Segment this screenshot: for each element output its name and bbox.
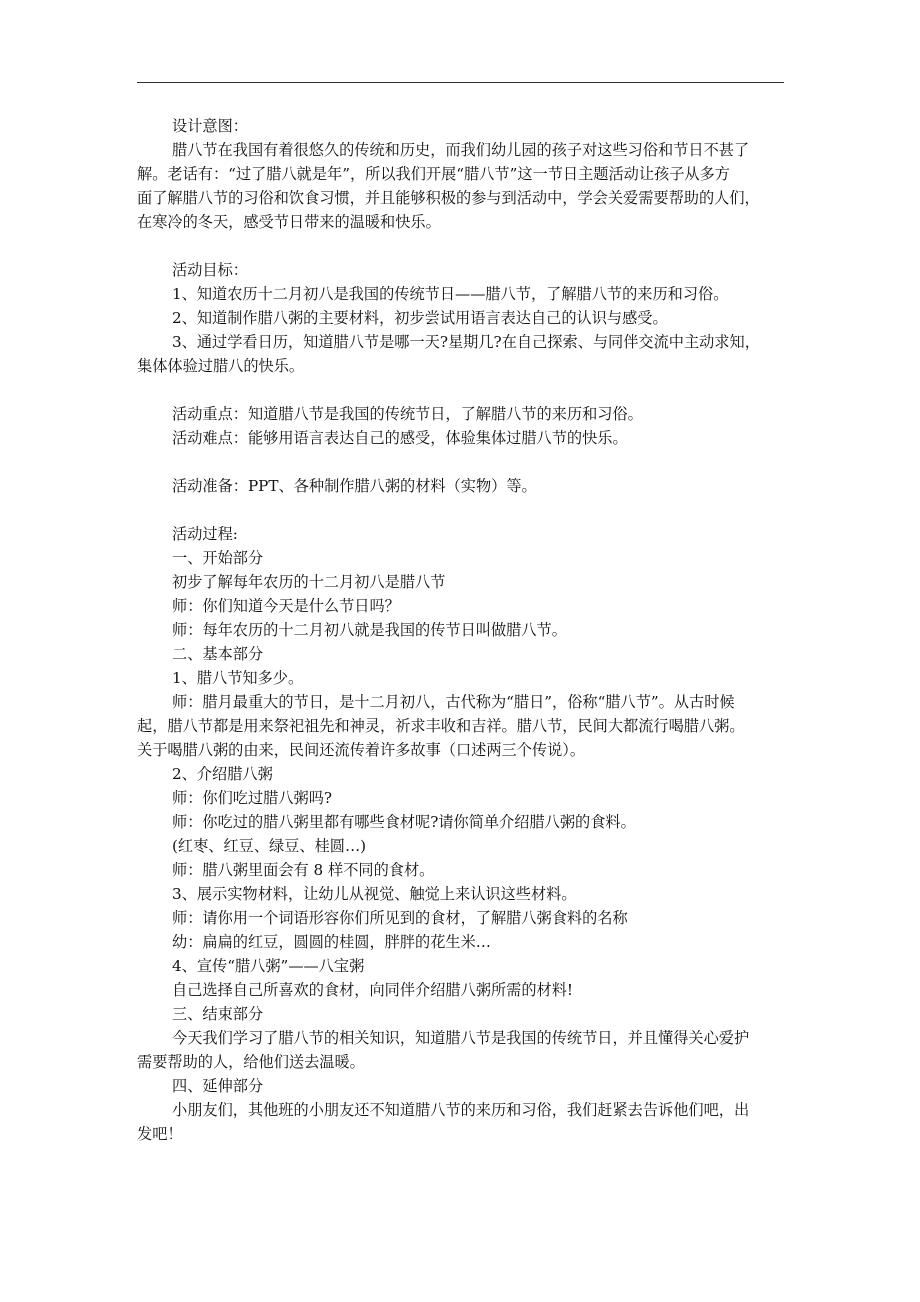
sub2-line-2: 师：你吃过的腊八粥里都有哪些食材呢?请你简单介绍腊八粥的食料。 bbox=[172, 813, 636, 831]
story-line-2: 起，腊八节都是用来祭祀祖先和神灵，祈求丰收和吉祥。腊八节，民间大都流行喝腊八粥。 bbox=[137, 717, 745, 735]
header-rule bbox=[137, 82, 784, 83]
part1-line-3: 师：每年农历的十二月初八就是我国的传节日叫做腊八节。 bbox=[172, 621, 567, 639]
story-line-3: 关于喝腊八粥的由来，民间还流传着许多故事（口述两三个传说）。 bbox=[137, 741, 586, 759]
sub2-line-4: 师：腊八粥里面会有 8 样不同的食材。 bbox=[172, 861, 435, 879]
part1-title: 一、开始部分 bbox=[172, 549, 264, 567]
goal-2: 2、知道制作腊八粥的主要材料，初步尝试用语言表达自己的认识与感受。 bbox=[172, 309, 668, 327]
sub3-line-1: 师：请你用一个词语形容你们所见到的食材，了解腊八粥食料的名称 bbox=[172, 909, 628, 927]
sub3-line-2: 幼：扁扁的红豆，圆圆的桂圆，胖胖的花生米… bbox=[172, 933, 491, 951]
process-heading: 活动过程: bbox=[172, 525, 238, 543]
goal-3: 3、通过学看日历，知道腊八节是哪一天?星期几?在自己探索、与同伴交流中主动求知， bbox=[172, 333, 760, 351]
part3-title: 三、结束部分 bbox=[172, 1005, 264, 1023]
story-line-1: 师：腊月最重大的节日，是十二月初八，古代称为“腊日”，俗称“腊八节”。从古时候 bbox=[172, 693, 735, 711]
part3-line-2: 需要帮助的人，给他们送去温暖。 bbox=[137, 1053, 365, 1071]
part1-line-1: 初步了解每年农历的十二月初八是腊八节 bbox=[172, 573, 446, 591]
part2-sub3: 3、展示实物材料，让幼儿从视觉、触觉上来认识这些材料。 bbox=[172, 885, 577, 903]
goals-heading: 活动目标： bbox=[172, 261, 248, 279]
goal-3-cont: 集体体验过腊八的快乐。 bbox=[137, 357, 305, 375]
sub4-line: 自己选择自己所喜欢的食材，向同伴介绍腊八粥所需的材料! bbox=[172, 981, 573, 999]
part2-title: 二、基本部分 bbox=[172, 645, 264, 663]
key-point: 活动重点：知道腊八节是我国的传统节日，了解腊八节的来历和习俗。 bbox=[172, 405, 643, 423]
sub2-line-1: 师：你们吃过腊八粥吗? bbox=[172, 789, 333, 807]
preparation: 活动准备：PPT、各种制作腊八粥的材料（实物）等。 bbox=[172, 477, 537, 495]
part4-line-1: 小朋友们，其他班的小朋友还不知道腊八节的来历和习俗，我们赶紧去告诉他们吧，出 bbox=[172, 1101, 750, 1119]
goal-1: 1、知道农历十二月初八是我国的传统节日——腊八节，了解腊八节的来历和习俗。 bbox=[172, 285, 729, 303]
design-line-2: 解。老话有：“过了腊八就是年”，所以我们开展“腊八节”这一节日主题活动让孩子从多方 bbox=[137, 165, 730, 183]
design-line-1: 腊八节在我国有着很悠久的传统和历史，而我们幼儿园的孩子对这些习俗和节日不甚了 bbox=[172, 141, 750, 159]
part2-sub4: 4、宣传“腊八粥”——八宝粥 bbox=[172, 957, 365, 975]
difficulty: 活动难点：能够用语言表达自己的感受，体验集体过腊八节的快乐。 bbox=[172, 429, 628, 447]
part3-line-1: 今天我们学习了腊八节的相关知识，知道腊八节是我国的传统节日，并且懂得关心爱护 bbox=[172, 1029, 750, 1047]
design-heading: 设计意图： bbox=[172, 117, 248, 135]
design-line-3: 面了解腊八节的习俗和饮食习惯，并且能够积极的参与到活动中，学会关爱需要帮助的人们， bbox=[137, 189, 760, 207]
part4-line-2: 发吧！ bbox=[137, 1125, 183, 1143]
design-line-4: 在寒冷的冬天，感受节日带来的温暖和快乐。 bbox=[137, 213, 441, 231]
sub2-line-3: (红枣、红豆、绿豆、桂圆…) bbox=[172, 837, 367, 855]
part4-title: 四、延伸部分 bbox=[172, 1077, 264, 1095]
part1-line-2: 师：你们知道今天是什么节日吗？ bbox=[172, 597, 400, 615]
part2-sub2: 2、介绍腊八粥 bbox=[172, 765, 273, 783]
part2-sub1: 1、腊八节知多少。 bbox=[172, 669, 304, 687]
